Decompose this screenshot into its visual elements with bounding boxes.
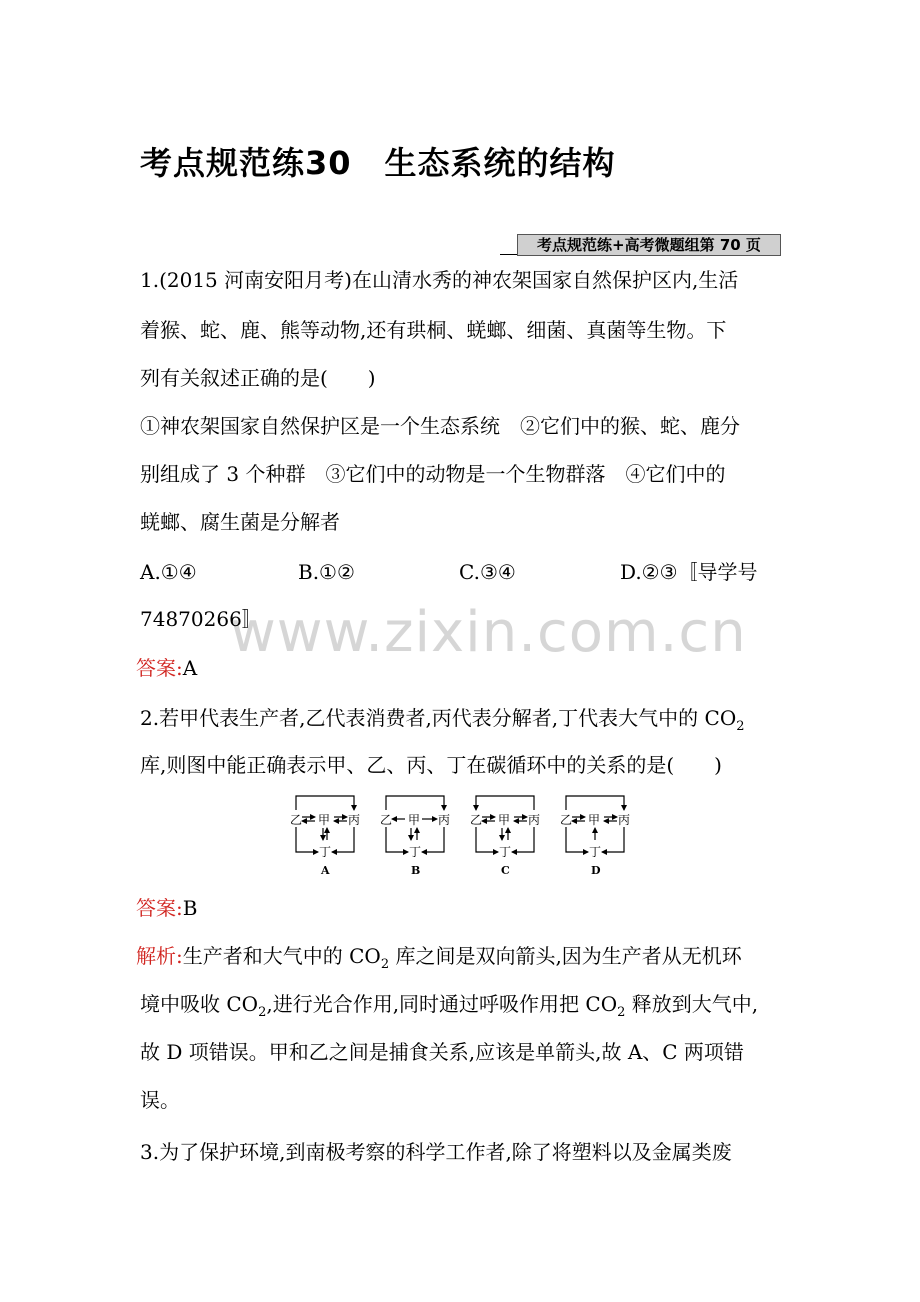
page-reference-tag: 考点规范练+高考微题组第 70 页 xyxy=(517,234,781,256)
fig-label-c: C xyxy=(501,864,510,877)
fig-c-node-yi: 乙 xyxy=(470,813,483,827)
fig-c-node-ding: 丁 xyxy=(499,845,512,859)
q2-line-2: 库,则图中能正确表示甲、乙、丙、丁在碳循环中的关系的是( ) xyxy=(140,753,722,777)
q2-line-1-text: 2.若甲代表生产者,乙代表消费者,丙代表分解者,丁代表大气中的 CO xyxy=(140,706,737,730)
q2-analysis-subscript-1: 2 xyxy=(380,957,390,972)
fig-a-node-yi: 乙 xyxy=(290,813,303,827)
fig-b-node-bing: 丙 xyxy=(438,813,451,827)
carbon-cycle-figure xyxy=(282,790,642,882)
q2-line-1 xyxy=(140,706,745,734)
q1-option-c: C.③④ xyxy=(459,560,516,584)
q1-line-6: 蜣螂、腐生菌是分解者 xyxy=(140,510,340,534)
q1-line-5: 别组成了 3 个种群 ③它们中的动物是一个生物群落 ④它们中的 xyxy=(140,462,726,486)
watermark: www.zixin.com.cn xyxy=(230,600,747,665)
q1-line-2: 着猴、蛇、鹿、熊等动物,还有珙桐、蜣螂、细菌、真菌等生物。下 xyxy=(140,318,727,342)
fig-a-node-ding: 丁 xyxy=(319,845,332,859)
q2-answer-value: B xyxy=(182,896,198,920)
q2-analysis-text-2b: ,进行光合作用,同时通过呼吸作用把 CO xyxy=(266,992,618,1016)
page-title: 考点规范练30 生态系统的结构 xyxy=(140,144,616,182)
fig-a-node-bing: 丙 xyxy=(348,813,361,827)
q2-analysis-subscript-3: 2 xyxy=(617,1005,626,1020)
q2-analysis-line-1 xyxy=(136,944,742,972)
q2-analysis-text-1a: 生产者和大气中的 CO xyxy=(182,944,381,968)
q2-analysis-line-3: 故 D 项错误。甲和乙之间是捕食关系,应该是单箭头,故 A、C 两项错 xyxy=(140,1040,744,1064)
q2-line-1-subscript: 2 xyxy=(736,719,745,734)
fig-d-node-jia: 甲 xyxy=(588,813,601,827)
q3-line-1: 3.为了保护环境,到南极考察的科学工作者,除了将塑料以及金属类废 xyxy=(140,1140,732,1164)
fig-label-a: A xyxy=(321,864,330,877)
q1-option-d: D.②③〚导学号 xyxy=(620,560,758,584)
tag-underline xyxy=(500,254,518,255)
fig-c-node-bing: 丙 xyxy=(528,813,541,827)
q2-analysis-line-2 xyxy=(140,992,758,1020)
q2-analysis-text-2a: 境中吸收 CO xyxy=(140,992,259,1016)
q1-answer-value: A xyxy=(182,656,198,680)
fig-label-b: B xyxy=(411,864,421,877)
fig-b-node-yi: 乙 xyxy=(380,813,393,827)
fig-b-node-ding: 丁 xyxy=(409,845,422,859)
fig-d-node-ding: 丁 xyxy=(589,845,602,859)
q2-answer xyxy=(136,896,197,920)
fig-d-node-yi: 乙 xyxy=(560,813,573,827)
q1-line-3: 列有关叙述正确的是( ) xyxy=(140,366,376,390)
q1-option-b: B.①② xyxy=(298,560,355,584)
q1-answer xyxy=(136,656,197,680)
fig-c-node-jia: 甲 xyxy=(498,813,511,827)
q2-analysis-text-1b: 库之间是双向箭头,因为生产者从无机环 xyxy=(389,944,742,968)
q1-reference-number: 74870266〛 xyxy=(140,607,262,631)
q2-answer-label: 答案: xyxy=(136,896,183,920)
q1-line-1: 1.(2015 河南安阳月考)在山清水秀的神农架国家自然保护区内,生活 xyxy=(140,268,739,292)
fig-d-node-bing: 丙 xyxy=(618,813,631,827)
q2-analysis-text-2c: 释放到大气中, xyxy=(625,992,759,1016)
fig-b-node-jia: 甲 xyxy=(408,813,421,827)
q1-line-4: ①神农架国家自然保护区是一个生态系统 ②它们中的猴、蛇、鹿分 xyxy=(140,414,740,438)
q2-analysis-line-4: 误。 xyxy=(140,1088,180,1112)
q2-analysis-subscript-2: 2 xyxy=(258,1005,267,1020)
q1-answer-label: 答案: xyxy=(136,656,183,680)
fig-a-node-jia: 甲 xyxy=(318,813,331,827)
q1-option-a: A.①④ xyxy=(140,560,197,584)
q2-analysis-label: 解析: xyxy=(136,944,183,968)
fig-label-d: D xyxy=(591,864,601,877)
